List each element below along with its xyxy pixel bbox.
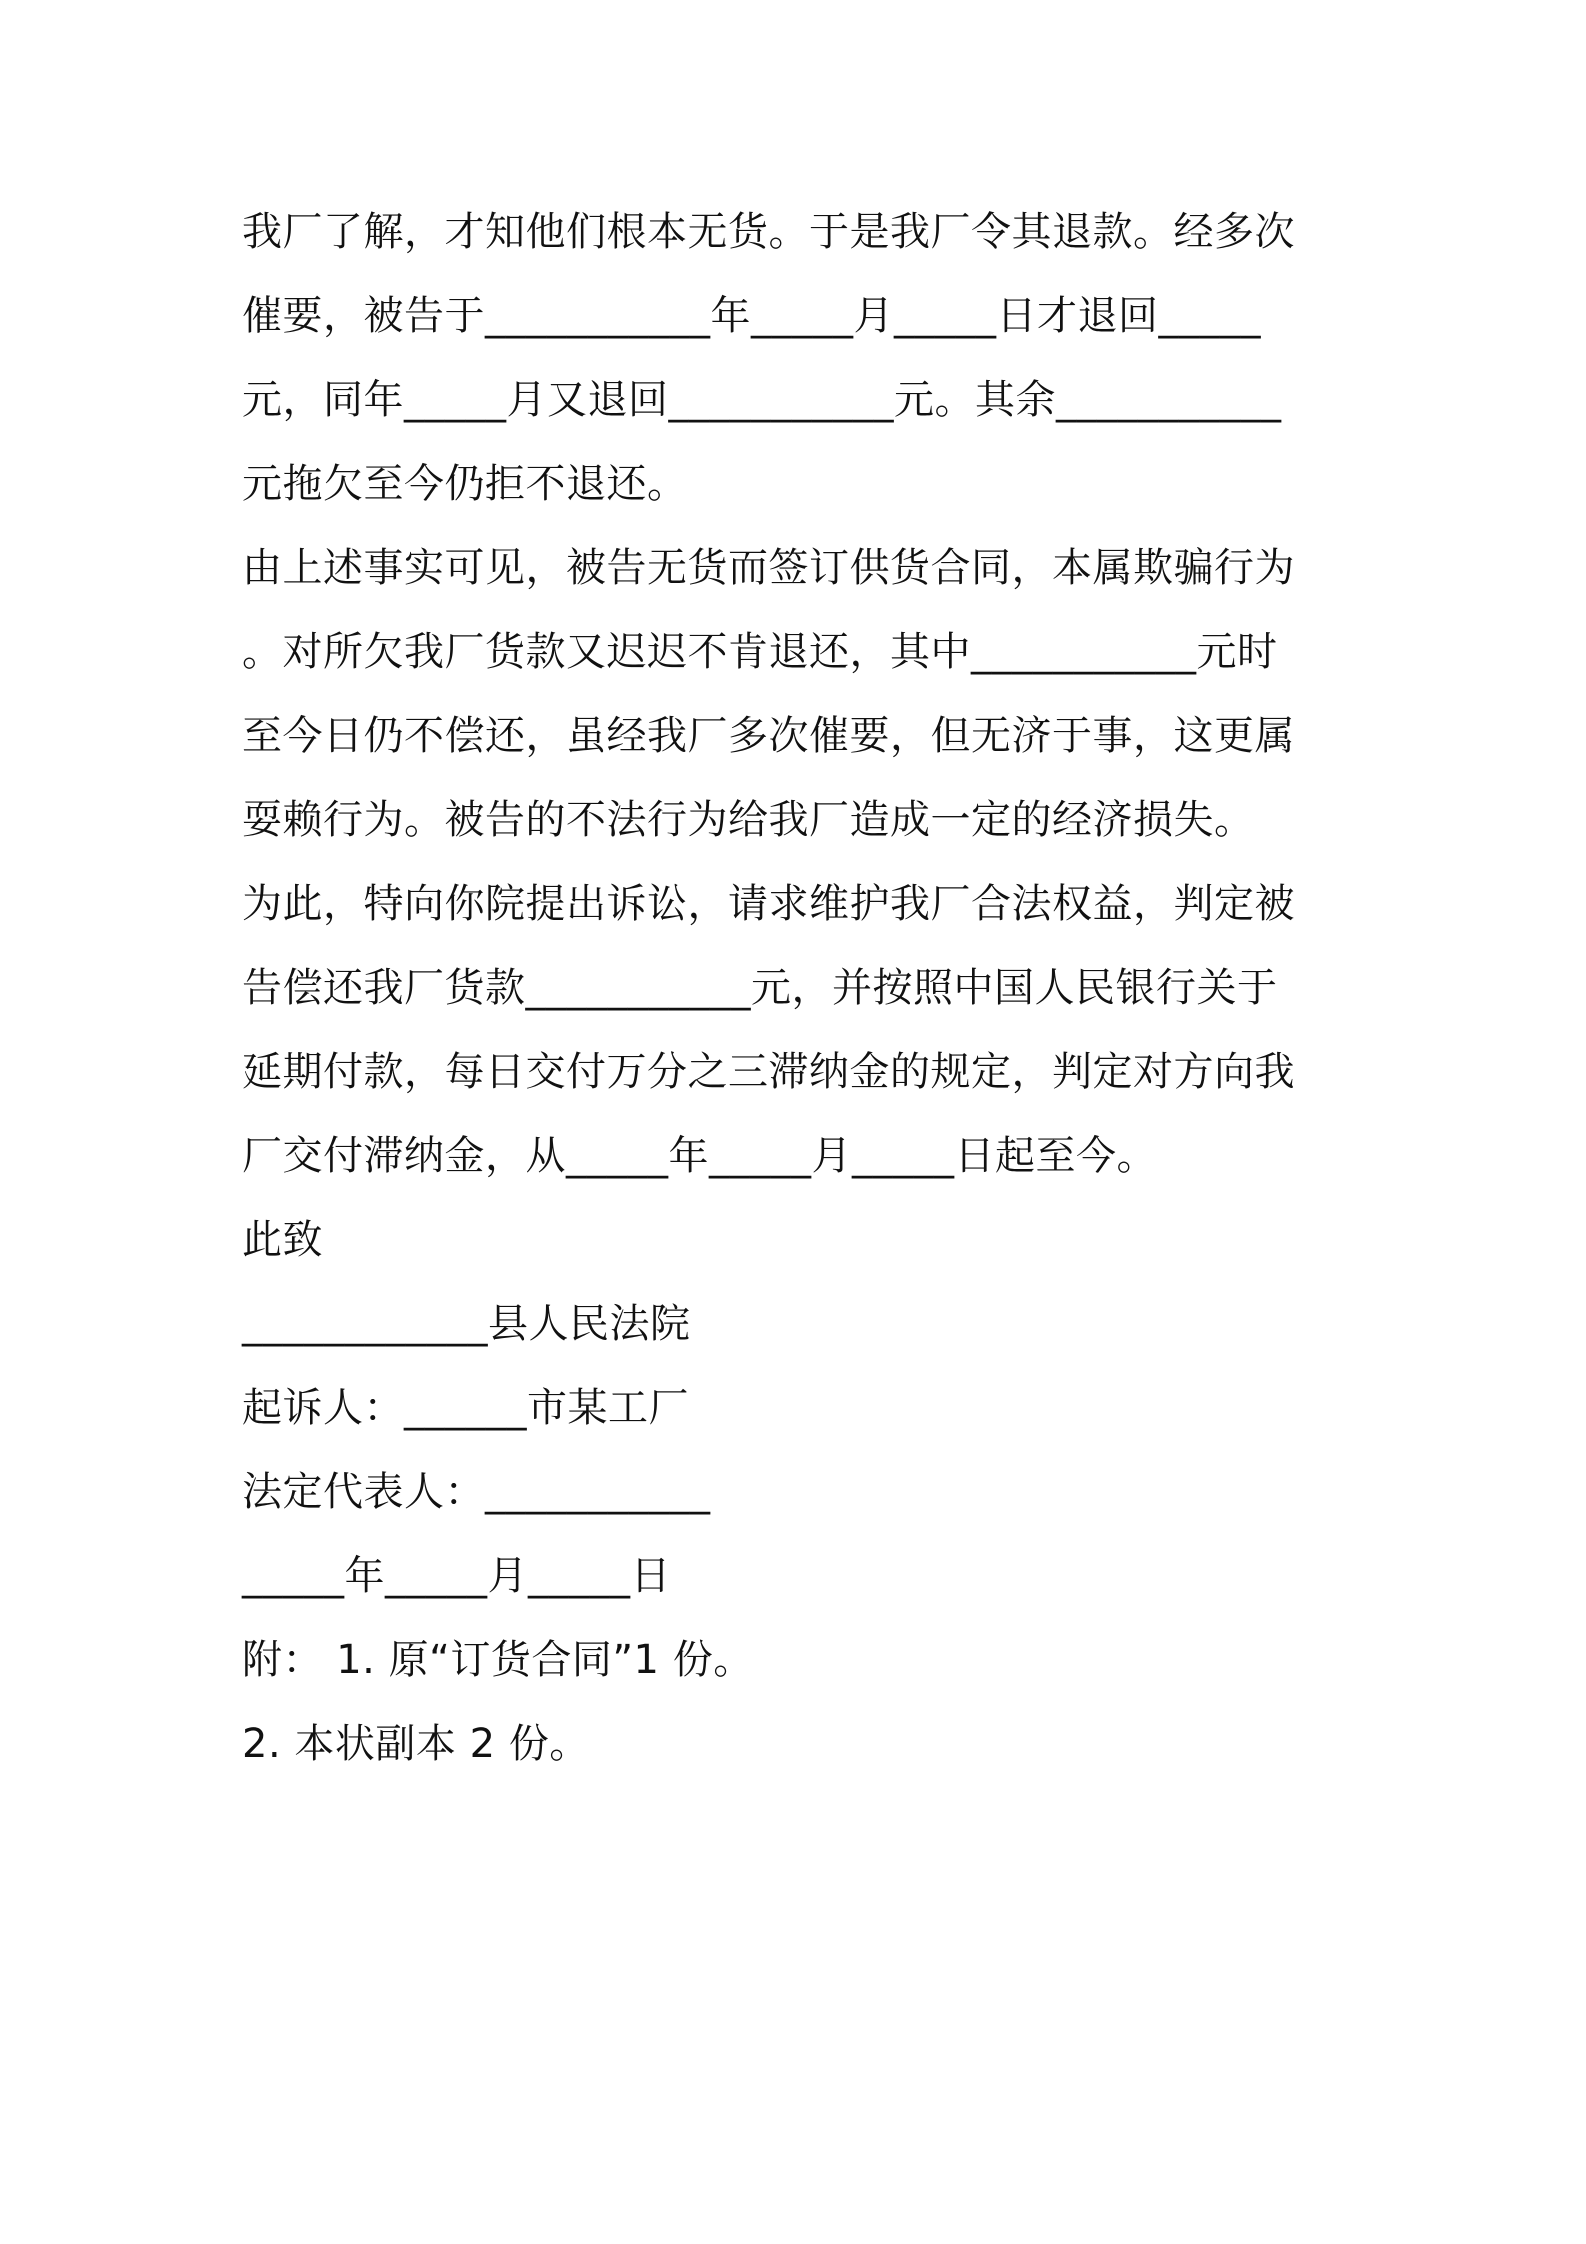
body-line-4: 元拖欠至今仍拒不退还。 <box>242 461 688 507</box>
court-line: ____________县人民法院 <box>242 1301 691 1347</box>
legal-representative-line: 法定代表人：___________ <box>242 1469 711 1515</box>
body-line-10: 告偿还我厂货款___________元，并按照中国人民银行关于 <box>242 965 1278 1011</box>
body-line-8: 耍赖行为。被告的不法行为给我厂造成一定的经济损失。 <box>242 797 1255 843</box>
date-line: _____年_____月_____日 <box>242 1553 671 1599</box>
body-line-5: 由上述事实可见，被告无货而签订供货合同，本属欺骗行为 <box>242 545 1295 591</box>
body-line-2: 催要，被告于___________年_____月_____日才退回_____ <box>242 293 1261 339</box>
salutation-line: 此致 <box>242 1217 323 1263</box>
body-line-9: 为此，特向你院提出诉讼，请求维护我厂合法权益，判定被 <box>242 881 1295 927</box>
body-line-11: 延期付款，每日交付万分之三滞纳金的规定，判定对方向我 <box>242 1049 1295 1095</box>
document-body <box>242 190 1362 1786</box>
attachment-line-1: 附： 1. 原“订货合同”1 份。 <box>242 1637 754 1683</box>
plaintiff-line: 起诉人：______市某工厂 <box>242 1385 689 1431</box>
body-line-6: 。对所欠我厂货款又迟迟不肯退还，其中___________元时 <box>242 629 1278 675</box>
body-line-1: 我厂了解，才知他们根本无货。于是我厂令其退款。经多次 <box>242 209 1295 255</box>
body-line-3: 元，同年_____月又退回___________元。其余___________ <box>242 377 1282 423</box>
body-line-12: 厂交付滞纳金，从_____年_____月_____日起至今。 <box>242 1133 1157 1179</box>
attachment-line-2: 2. 本状副本 2 份。 <box>242 1721 590 1767</box>
body-line-7: 至今日仍不偿还，虽经我厂多次催要，但无济于事，这更属 <box>242 713 1295 759</box>
